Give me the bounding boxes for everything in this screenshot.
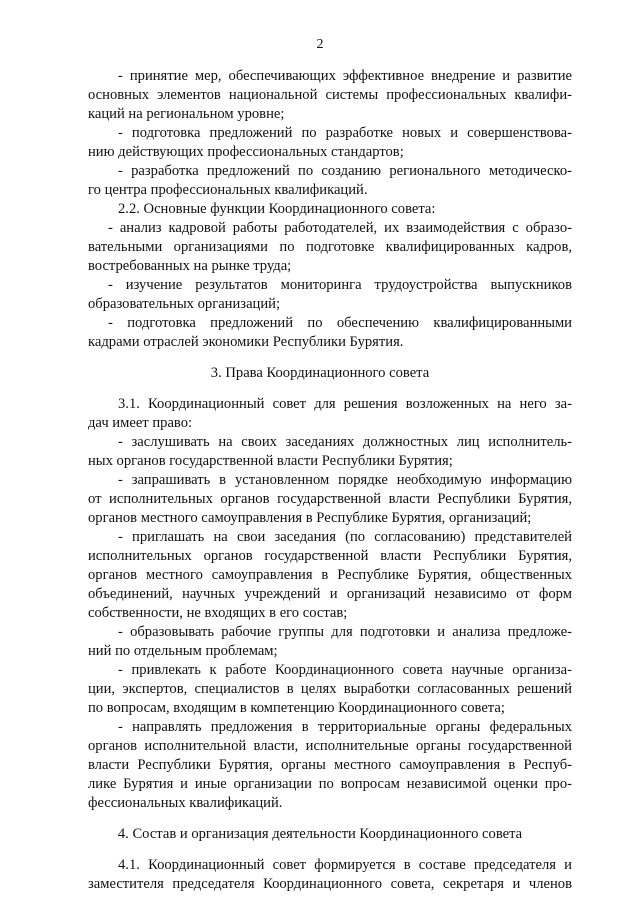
paragraph-line: органов местного самоуправления в Республике Бурятия, общественных — [88, 567, 572, 583]
paragraph-line: нию действующих профессиональных стандартов; — [88, 144, 404, 160]
paragraph-line: дач имеет право: — [88, 415, 193, 431]
paragraph-line: основных элементов национальной системы профессиональных квалифи- — [88, 87, 572, 103]
paragraph-line: образовательных организаций; — [88, 296, 281, 312]
paragraph-line: - анализ кадровой работы работодателей, их взаимодействия с образо- — [108, 220, 572, 236]
paragraph-line: объединений, научных учреждений и организаций независимо от форм — [88, 586, 572, 602]
paragraph-line: фессиональных квалификаций. — [88, 795, 283, 811]
paragraph-line: - изучение результатов мониторинга трудоустройства выпускников — [108, 277, 572, 293]
paragraph-line: органов местного самоуправления в Республике Бурятия, организаций; — [88, 510, 532, 526]
paragraph-line: 4.1. Координационный совет формируется в составе председателя и — [118, 857, 572, 873]
paragraph-line: собственности, не входящих в его состав; — [88, 605, 348, 621]
paragraph-line: органов исполнительной власти, исполнительные органы государственной — [88, 738, 572, 754]
paragraph-line: ний по отдельным проблемам; — [88, 643, 278, 659]
paragraph-line: лике Бурятия и иные организации по вопросам независимой оценки про- — [88, 776, 572, 792]
paragraph-line: - привлекать к работе Координационного совета научные организа- — [118, 662, 572, 678]
paragraph-line: го центра профессиональных квалификаций. — [88, 182, 368, 198]
paragraph-line: - запрашивать в установленном порядке необходимую информацию — [118, 472, 572, 488]
paragraph-line: - направлять предложения в территориальные органы федеральных — [118, 719, 572, 735]
paragraph-line: власти Республики Бурятия, органы местного самоуправления в Респуб- — [88, 757, 572, 773]
paragraph-line: - разработка предложений по созданию регионального методическо- — [118, 163, 572, 179]
paragraph-line: каций на региональном уровне; — [88, 106, 285, 122]
paragraph-line: ных органов государственной власти Республики Бурятия; — [88, 453, 453, 469]
paragraph-line: - заслушивать на своих заседаниях должностных лиц исполнитель- — [118, 434, 572, 450]
paragraph-line: вательными организациями по подготовке квалифицированных кадров, — [88, 239, 572, 255]
paragraph-line: - образовывать рабочие группы для подготовки и анализа предложе- — [118, 624, 572, 640]
paragraph-line: исполнительных органов государственной власти Республики Бурятия, — [88, 548, 572, 564]
paragraph-line: востребованных на рынке труда; — [88, 258, 292, 274]
paragraph-line: по вопросам, входящим в компетенцию Координационного совета; — [88, 700, 505, 716]
paragraph-line: - приглашать на свои заседания (по согласованию) представителей — [118, 529, 572, 545]
paragraph-line: от исполнительных органов государственной власти Республики Бурятия, — [88, 491, 572, 507]
paragraph-line: кадрами отраслей экономики Республики Бурятия. — [88, 334, 404, 350]
paragraph-line: - подготовка предложений по разработке новых и совершенствова- — [118, 125, 572, 141]
paragraph-line: - принятие мер, обеспечивающих эффективное внедрение и развитие — [118, 68, 572, 84]
paragraph-line: 3.1. Координационный совет для решения возложенных на него за- — [118, 396, 572, 412]
paragraph-line: 2.2. Основные функции Координационного совета: — [118, 201, 436, 217]
paragraph-line: - подготовка предложений по обеспечению квалифицированными — [108, 315, 572, 331]
section-heading: 4. Состав и организация деятельности Координационного совета — [117, 826, 523, 842]
paragraph-line: ции, экспертов, специалистов в целях выработки согласованных решений — [88, 681, 572, 697]
section-heading: 3. Права Координационного совета — [210, 365, 430, 381]
paragraph-line: заместителя председателя Координационного совета, секретаря и членов — [88, 876, 572, 892]
page-number: 2 — [316, 37, 324, 52]
